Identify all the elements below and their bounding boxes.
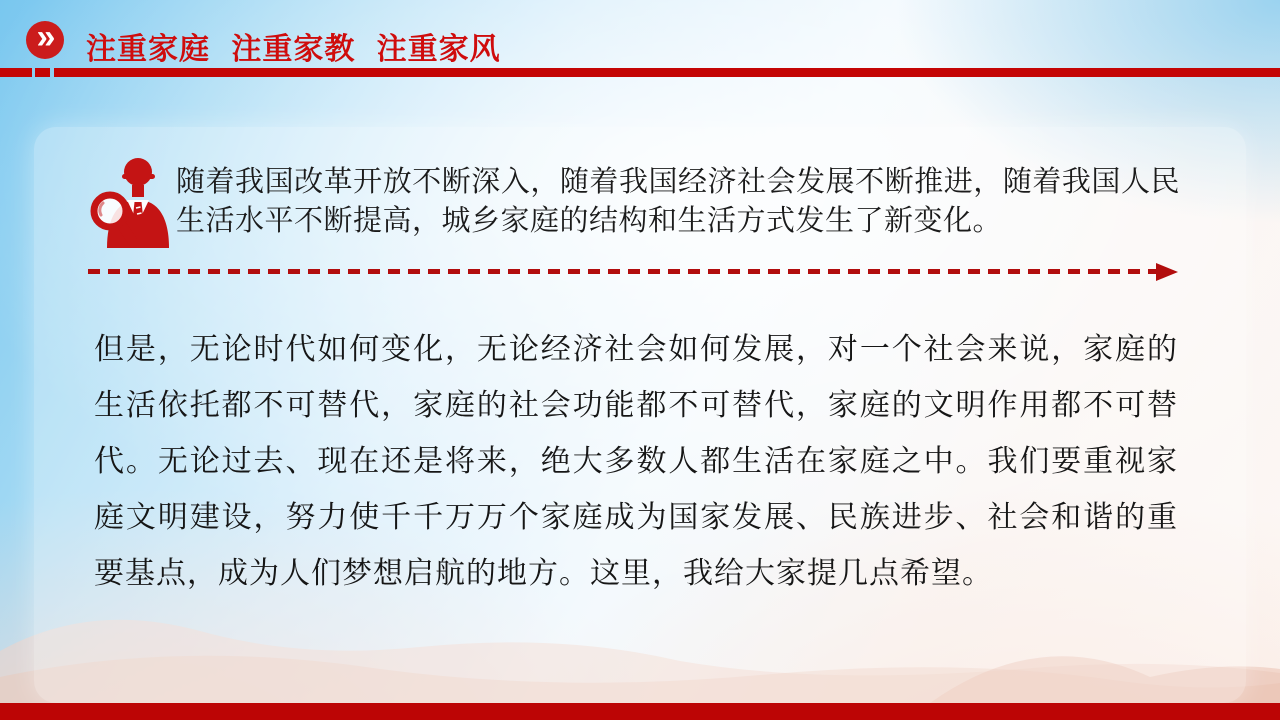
dashed-line	[88, 269, 1156, 274]
chevron-badge	[26, 18, 64, 59]
header-rule-tick	[35, 68, 50, 77]
header-rule-segment	[0, 68, 32, 77]
intro-paragraph: 随着我国改革开放不断深入，随着我国经济社会发展不断推进，随着我国人民生活水平不断提高，城乡家庭的结构和生活方式发生了新变化。	[176, 166, 1180, 237]
header-rule-segment	[54, 68, 1280, 77]
page-title: 注重家庭 注重家教 注重家风	[86, 33, 501, 66]
person-with-magnifier-icon	[86, 151, 170, 251]
body-paragraph: 但是，无论时代如何变化，无论经济社会如何发展，对一个社会来说，家庭的生活依托都不可替代，家庭的社会功能都不可替代，家庭的文明作用都不可替代。无论过去、现在还是将来，绝大多数人都生活在家庭之中。我们要重视家庭文明建设，努力使千千万万个家庭成为国家发展、民族进步、社会和谐的重要基点，成为人们梦想启航的地方。这里，我给大家提几点希望。	[94, 333, 1178, 590]
double-chevron-icon: »	[36, 18, 54, 56]
bottom-bar	[0, 703, 1280, 720]
arrowhead-icon	[1156, 263, 1178, 281]
